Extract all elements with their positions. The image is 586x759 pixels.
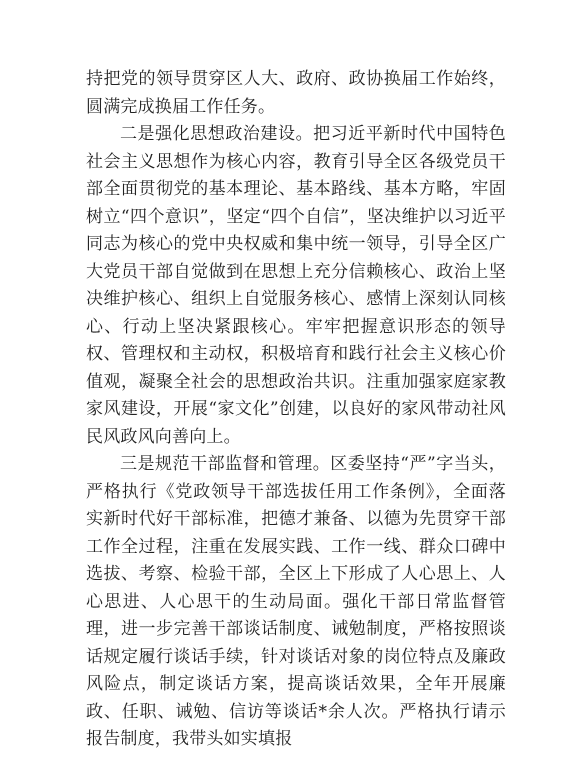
document-body <box>86 66 506 754</box>
paragraph-cadre-supervision: 三是规范干部监督和管理。区委坚持“严”字当头，严格执行《党政领导干部选拔任用工作条例》，全面落实新时代好干部标准，把德才兼备、以德为先贯穿干部工作全过程，注重在发展实践、工作一线、群众口碑中选拔、考察、检验干部，全区上下形成了人心思上、人心思进、人心思干的生动局面。强化干部日常监督管理，进一步完善干部谈话制度、诫勉制度，严格按照谈话规定履行谈话手续，针对谈话对象的岗位特点及廉政风险点，制定谈话方案，提高谈话效果，全年开展廉政、任职、诫勉、信访等谈话*余人次。严格执行请示报告制度，我带头如实填报 <box>86 454 506 749</box>
paragraph-continuation: 持把党的领导贯穿区人大、政府、政协换届工作始终，圆满完成换届工作任务。 <box>86 69 506 117</box>
paragraph-ideological-building: 二是强化思想政治建设。把习近平新时代中国特色社会主义思想作为核心内容，教育引导全区各级党员干部全面贯彻党的基本理论、基本路线、基本方略，牢固树立“四个意识”，坚定“四个自信”，坚决维护以习近平同志为核心的党中央权威和集中统一领导，引导全区广大党员干部自觉做到在思想上充分信赖核心、政治上坚决维护核心、组织上自觉服务核心、感情上深刻认同核心、行动上坚决紧跟核心。牢牢把握意识形态的领导权、管理权和主动权，积极培育和践行社会主义核心价值观，凝聚全社会的思想政治共识。注重加强家庭家教家风建设，开展“家文化”创建，以良好的家风带动社风民风政风向善向上。 <box>86 124 506 447</box>
